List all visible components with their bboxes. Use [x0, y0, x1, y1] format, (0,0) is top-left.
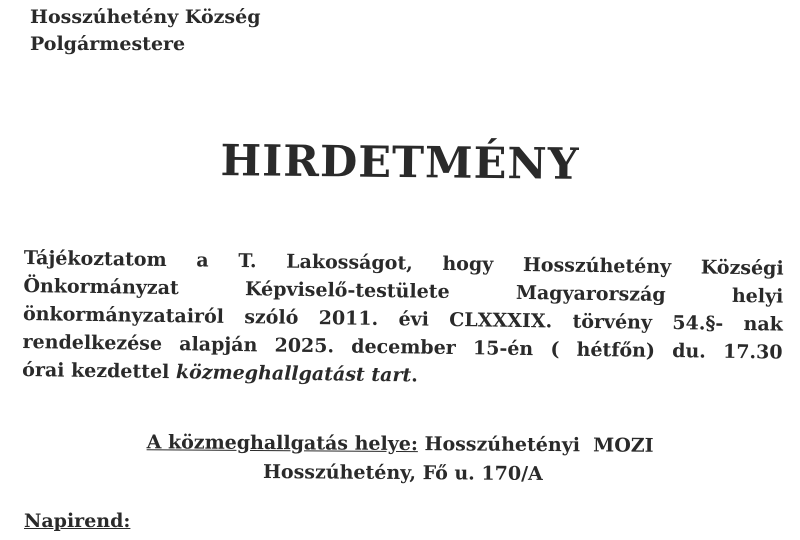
issuer-block: [30, 4, 261, 58]
issuer-office: Polgármestere: [30, 33, 186, 55]
body-line-3: önkormányzatairól szóló 2011. évi CLXXXIX. törvény 54.§- nak: [22, 302, 784, 336]
public-hearing-emphasis: közmeghallgatást tart: [175, 361, 412, 387]
venue-block: [0, 427, 800, 491]
issuer-municipality: Hosszúhetény Község: [30, 6, 261, 28]
body-line-1: Tájékoztatom a T. Lakosságot, hogy Hosszúhetény Községi: [23, 246, 784, 280]
body-line-2: Önkormányzat Képviselő-testülete Magyarország helyi: [23, 274, 784, 308]
venue-label: A közmeghallgatás helye:: [146, 431, 418, 456]
notice-body: [22, 244, 784, 395]
body-line-5: órai kezdettel közmeghallgatást tart.: [22, 358, 419, 387]
notice-title: HIRDETMÉNY: [220, 136, 580, 190]
venue-address: Hosszúhetény, Fő u. 170/A: [262, 461, 543, 485]
venue-name: Hosszúhetényi MOZI: [417, 433, 654, 457]
body-line-4: rendelkezése alapján 2025. december 15-én ( hétfőn) du. 17.30: [22, 330, 783, 364]
agenda-heading: Napirend:: [24, 510, 131, 532]
